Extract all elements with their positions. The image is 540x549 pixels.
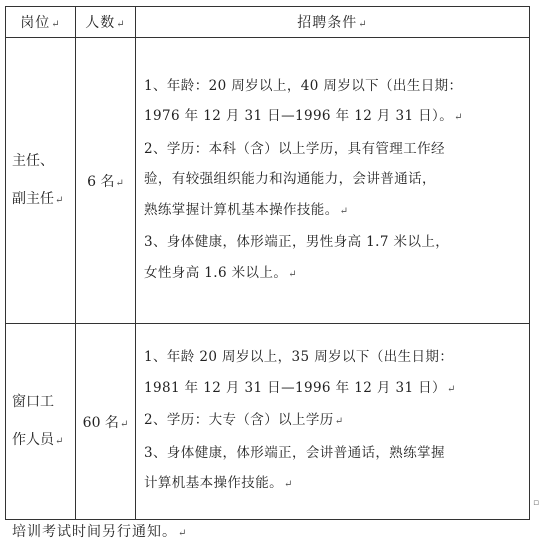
cell-end-marker-icon: ▫ — [533, 498, 540, 508]
condition-line — [144, 468, 523, 501]
paragraph-mark-icon: ↵ — [55, 435, 64, 447]
count-value: 6 名 — [87, 173, 115, 190]
position-line — [12, 180, 75, 220]
header-count — [76, 7, 136, 38]
paragraph-mark-icon: ↵ — [288, 268, 298, 280]
header-position-label: 岗位 — [20, 15, 51, 31]
condition-line: 验，有较强组织能力和沟通能力，会讲普通话， — [144, 171, 436, 188]
paragraph-mark-icon: ↵ — [454, 112, 463, 124]
paragraph-mark-icon: ↵ — [358, 19, 368, 30]
conditions-cell — [136, 324, 530, 520]
condition-line — [144, 405, 523, 438]
conditions-cell — [136, 38, 530, 324]
position-line: 窗口工 — [12, 393, 54, 410]
position-line-text: 副主任 — [12, 190, 54, 207]
recruitment-table — [5, 6, 530, 520]
position-cell — [6, 324, 76, 520]
footer-note-text: 培训考试时间另行通知。 — [12, 524, 177, 540]
condition-line: 1、年龄：20 周岁以上，40 周岁以下（出生日期： — [144, 77, 463, 94]
condition-line — [144, 195, 523, 228]
count-cell — [76, 324, 136, 520]
condition-line: 3、身体健康，体形端正，会讲普通话，熟练掌握 — [144, 444, 445, 461]
condition-line-text: 1981 年 12 月 31 日—1996 年 12 月 31 日） — [144, 379, 446, 396]
condition-line-text: 计算机基本操作技能。 — [144, 475, 283, 492]
table-row — [6, 324, 530, 520]
position-line — [12, 421, 75, 461]
count-value: 60 名 — [82, 414, 119, 431]
count-cell — [76, 38, 136, 324]
header-count-label: 人数 — [85, 15, 116, 31]
condition-line: 3、身体健康，体形端正，男性身高 1.7 米以上， — [144, 234, 450, 251]
position-cell — [6, 38, 76, 324]
header-conditions — [136, 7, 530, 38]
paragraph-mark-icon: ↵ — [446, 383, 456, 395]
condition-line: 1、年龄 20 周岁以上，35 周岁以下（出生日期： — [144, 349, 454, 366]
position-line-text: 作人员 — [12, 431, 54, 448]
table-row — [6, 38, 530, 324]
condition-line: 2、学历：本科（含）以上学历，具有管理工作经 — [144, 140, 445, 157]
paragraph-mark-icon: ↵ — [339, 205, 349, 217]
paragraph-mark-icon: ↵ — [334, 416, 344, 428]
condition-line-text: 女性身高 1.6 米以上。 — [144, 264, 288, 281]
paragraph-mark-icon: ↵ — [284, 479, 293, 491]
table-header-row — [6, 7, 530, 38]
condition-line — [144, 101, 523, 134]
paragraph-mark-icon: ↵ — [55, 194, 64, 206]
paragraph-mark-icon: ↵ — [116, 19, 126, 30]
footer-note — [12, 521, 187, 541]
position-line: 主任、 — [12, 152, 54, 169]
condition-line — [144, 258, 523, 291]
header-conditions-label: 招聘条件 — [297, 15, 358, 31]
condition-line-text: 1976 年 12 月 31 日—1996 年 12 月 31 日）。 — [144, 108, 454, 125]
condition-line-text: 2、学历：大专（含）以上学历 — [144, 412, 334, 429]
paragraph-mark-icon: ↵ — [178, 528, 188, 539]
condition-line — [144, 373, 523, 406]
paragraph-mark-icon: ↵ — [115, 177, 124, 189]
paragraph-mark-icon: ↵ — [51, 19, 61, 30]
condition-line-text: 熟练掌握计算机基本操作技能。 — [144, 201, 339, 218]
paragraph-mark-icon: ↵ — [119, 418, 129, 430]
header-position — [6, 7, 76, 38]
